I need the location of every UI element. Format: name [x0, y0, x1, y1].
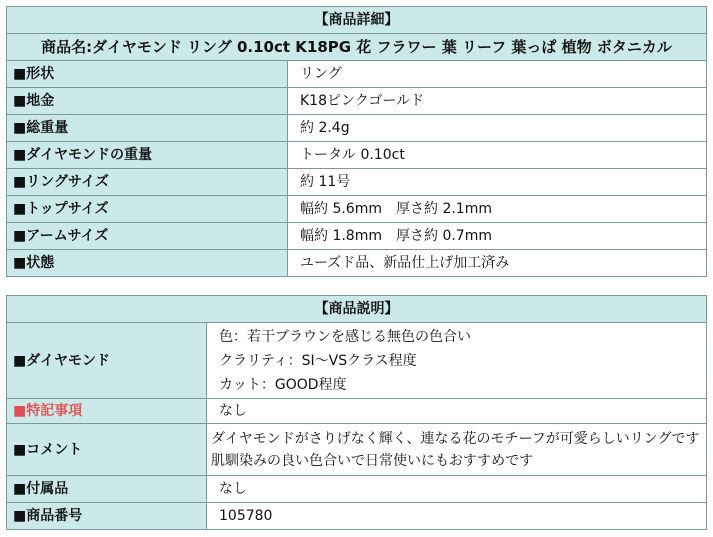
spec-label: ■トップサイズ: [7, 196, 288, 223]
desc-label-special: ■特記事項: [7, 399, 207, 424]
desc-row-accessories: [7, 476, 707, 503]
desc-label: ■付属品: [7, 476, 207, 503]
spec-value: ユーズド品、新品仕上げ加工済み: [288, 250, 707, 277]
product-detail-table: [6, 6, 707, 277]
detail-header: 【商品詳細】: [7, 7, 707, 34]
spec-value: 幅約 5.6mm 厚さ約 2.1mm: [288, 196, 707, 223]
spec-label: ■状態: [7, 250, 288, 277]
spec-row-top-size: [7, 196, 707, 223]
spec-value: トータル 0.10ct: [288, 142, 707, 169]
spec-label: ■リングサイズ: [7, 169, 288, 196]
comment-line: 肌馴染みの良い色合いで日常使いにもおすすめです: [211, 452, 534, 469]
desc-row-product-number: [7, 503, 707, 530]
description-header: 【商品説明】: [7, 296, 707, 323]
diamond-clarity: クラリティ：SI～VSクラス程度: [219, 352, 417, 369]
spec-row-metal: [7, 88, 707, 115]
spec-value: 幅約 1.8mm 厚さ約 0.7mm: [288, 223, 707, 250]
product-description-table: [6, 295, 707, 530]
comment-line: ダイヤモンドがさりげなく輝く、連なる花のモチーフが可愛らしいリングです: [211, 430, 700, 447]
desc-value: なし: [207, 399, 707, 424]
desc-row-comment: [7, 424, 707, 476]
diamond-cut: カット：GOOD程度: [219, 376, 347, 393]
product-name: 商品名:ダイヤモンド リング 0.10ct K18PG 花 フラワー 葉 リーフ 葉っぱ 植物 ボタニカル: [7, 34, 707, 61]
spec-row-arm-size: [7, 223, 707, 250]
spec-label: ■形状: [7, 61, 288, 88]
desc-row-special: [7, 399, 707, 424]
desc-label: ■コメント: [7, 424, 207, 476]
desc-value: なし: [207, 476, 707, 503]
spec-value: 約 11号: [288, 169, 707, 196]
spec-value: 約 2.4g: [288, 115, 707, 142]
desc-label: ■商品番号: [7, 503, 207, 530]
spec-row-diamond-weight: [7, 142, 707, 169]
product-name-row: [7, 34, 707, 61]
detail-header-row: [7, 7, 707, 34]
desc-label: ■ダイヤモンド: [7, 323, 207, 399]
diamond-details: [207, 323, 707, 399]
spec-row-ring-size: [7, 169, 707, 196]
desc-row-diamond: [7, 323, 707, 399]
spec-row-shape: [7, 61, 707, 88]
description-header-row: [7, 296, 707, 323]
spec-row-total-weight: [7, 115, 707, 142]
spec-label: ■アームサイズ: [7, 223, 288, 250]
spec-label: ■ダイヤモンドの重量: [7, 142, 288, 169]
spec-row-condition: [7, 250, 707, 277]
spec-label: ■地金: [7, 88, 288, 115]
spec-label: ■総重量: [7, 115, 288, 142]
comment-text: [207, 424, 707, 476]
diamond-color: 色：若干ブラウンを感じる無色の色合い: [219, 328, 471, 345]
spec-value: K18ピンクゴールド: [288, 88, 707, 115]
desc-value: 105780: [207, 503, 707, 530]
spec-value: リング: [288, 61, 707, 88]
